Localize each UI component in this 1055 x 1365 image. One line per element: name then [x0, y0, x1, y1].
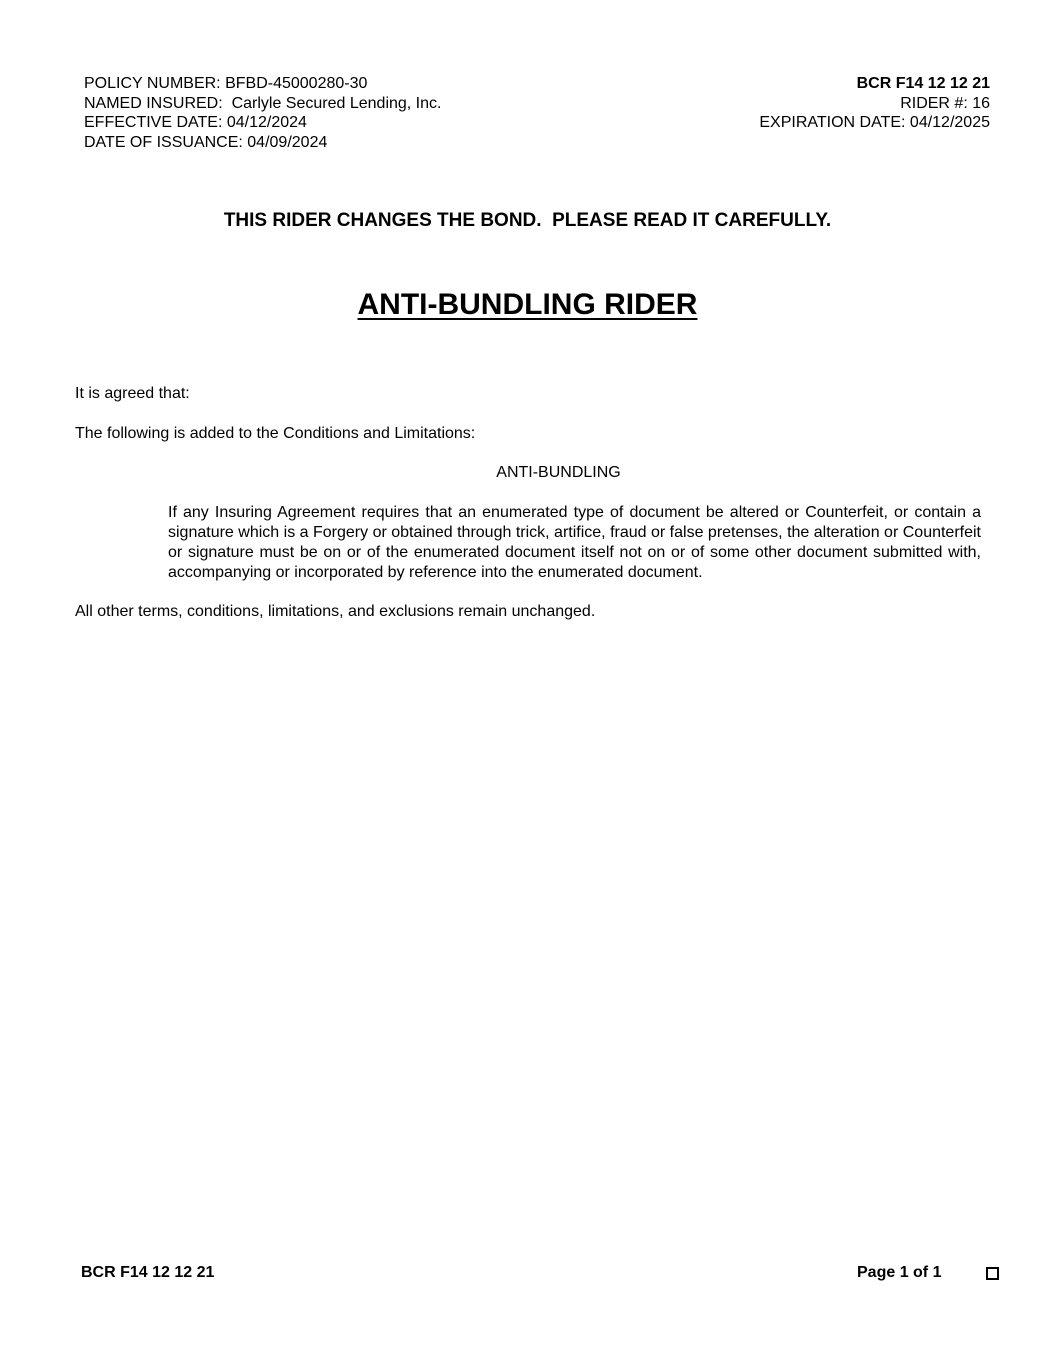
section-text: If any Insuring Agreement requires that an enumerated type of document be altered or Counterfeit, or contain a signature which is a Forgery or obtained through trick, artifice, fraud or false pretenses, the alteration or Counterfeit or signature must be on or of the enumerated document itself not on or of some other document submitted with, accompanying or incorporated by reference into the enumerated document.	[168, 504, 981, 581]
rider-number: RIDER #: 16	[900, 94, 990, 112]
footer-page-number: Page 1 of 1	[857, 1264, 942, 1281]
effective-date: EFFECTIVE DATE: 04/12/2024	[84, 114, 307, 131]
policy-header-right	[759, 74, 990, 133]
closing-paragraph: All other terms, conditions, limitations, and exclusions remain unchanged.	[75, 603, 596, 620]
expiration-date: EXPIRATION DATE: 04/12/2025	[759, 114, 990, 131]
footer-form-number: BCR F14 12 12 21	[81, 1264, 215, 1281]
date-of-issuance: DATE OF ISSUANCE: 04/09/2024	[84, 133, 328, 151]
section-heading: ANTI-BUNDLING	[496, 464, 621, 481]
document-title: ANTI-BUNDLING RIDER	[357, 288, 698, 321]
rider-notice: THIS RIDER CHANGES THE BOND. PLEASE READ IT CAREFULLY.	[223, 210, 832, 231]
added-paragraph: The following is added to the Conditions and Limitations:	[75, 425, 476, 442]
policy-number: POLICY NUMBER: BFBD-45000280-30	[84, 75, 368, 92]
footer-checkbox-icon	[986, 1267, 999, 1280]
agreed-paragraph: It is agreed that:	[75, 385, 190, 402]
named-insured: NAMED INSURED: Carlyle Secured Lending, Inc.	[84, 94, 442, 112]
policy-header-left	[84, 74, 441, 152]
form-number: BCR F14 12 12 21	[856, 75, 990, 92]
